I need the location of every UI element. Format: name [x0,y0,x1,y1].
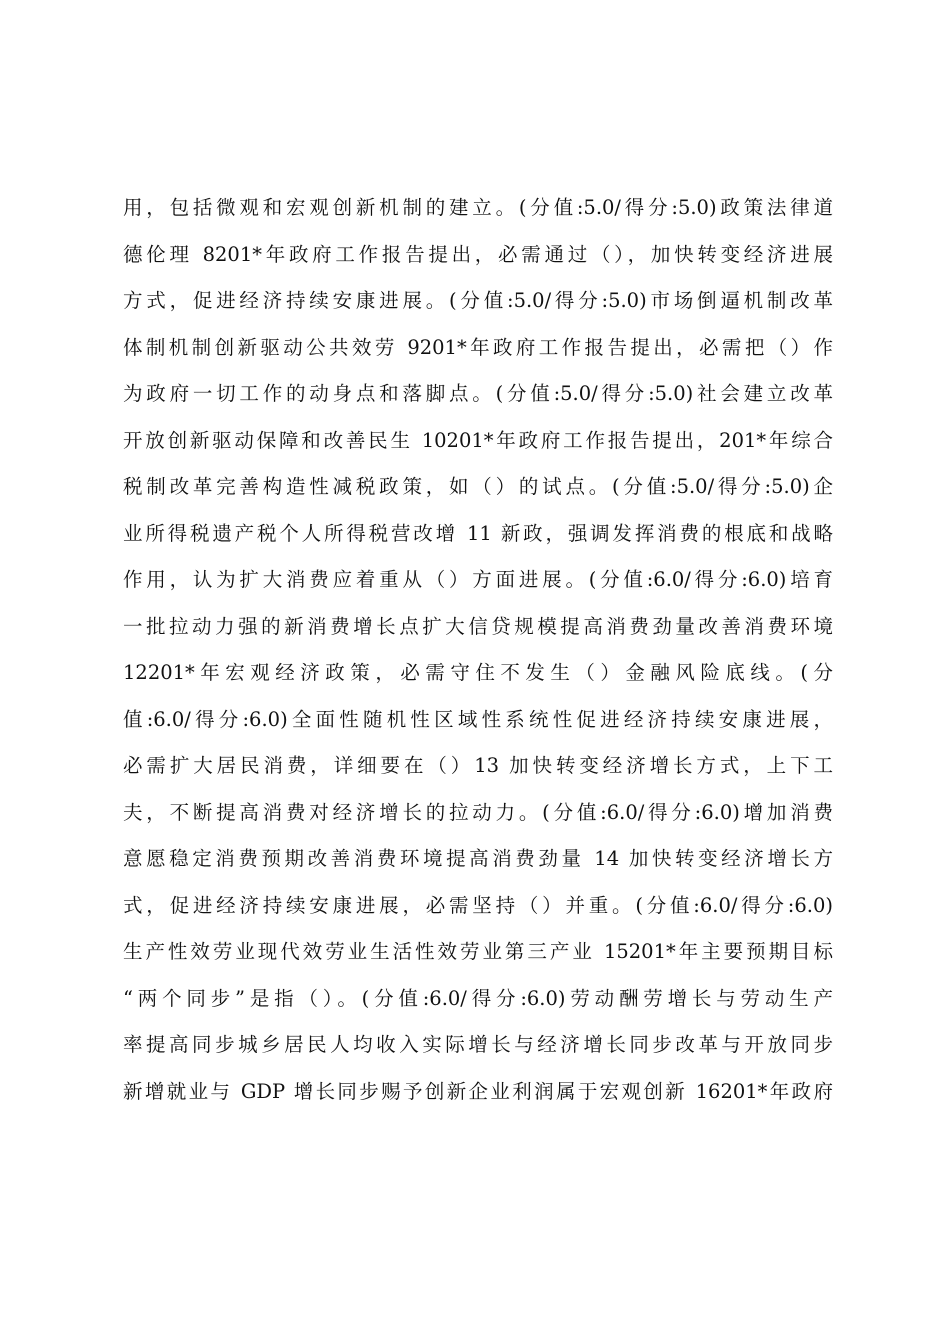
text-line: 用，包括微观和宏观创新机制的建立。(分值:5.0/得分:5.0)政策法律道 [123,196,833,219]
text-line: 开放创新驱动保障和改善民生 10201*年政府工作报告提出，201*年综合 [123,428,833,452]
text-line: 体制机制创新驱动公共效劳 9201*年政府工作报告提出，必需把（）作 [123,335,833,359]
text-line: 率提高同步城乡居民人均收入实际增长与经济增长同步改革与开放同步 [123,1033,833,1056]
text-line: 业所得税遗产税个人所得税营改增 11 新政，强调发挥消费的根底和战略 [123,521,833,545]
text-line: 作用，认为扩大消费应着重从（）方面进展。(分值:6.0/得分:6.0)培育 [123,568,833,591]
text-line: 税制改革完善构造性减税政策，如（）的试点。(分值:5.0/得分:5.0)企 [123,475,833,498]
text-line: 式，促进经济持续安康进展，必需坚持（）并重。(分值:6.0/得分:6.0) [123,893,833,917]
text-line: 方式，促进经济持续安康进展。(分值:5.0/得分:5.0)市场倒逼机制改革 [123,289,833,312]
text-line: 一批拉动力强的新消费增长点扩大信贷规模提高消费劲量改善消费环境 [123,614,833,638]
text-line: 值:6.0/得分:6.0)全面性随机性区域性系统性促进经济持续安康进展， [123,707,833,731]
text-line: 夫，不断提高消费对经济增长的拉动力。(分值:6.0/得分:6.0)增加消费 [123,800,833,824]
text-line: 新增就业与 GDP 增长同步赐予创新企业利润属于宏观创新 16201*年政府 [123,1079,833,1103]
text-line: 生产性效劳业现代效劳业生活性效劳业第三产业 15201*年主要预期目标 [123,940,833,963]
text-line: 必需扩大居民消费，详细要在（）13 加快转变经济增长方式，上下工 [123,754,833,777]
text-line: “两个同步”是指（）。(分值:6.0/得分:6.0)劳动酬劳增长与劳动生产 [123,986,833,1010]
body-text [123,185,833,1115]
text-line: 德伦理 8201*年政府工作报告提出，必需通过（），加快转变经济进展 [123,242,833,266]
text-line: 12201*年宏观经济政策，必需守住不发生（）金融风险底线。(分 [123,661,833,684]
text-line: 为政府一切工作的动身点和落脚点。(分值:5.0/得分:5.0)社会建立改革 [123,382,833,405]
text-line: 意愿稳定消费预期改善消费环境提高消费劲量 14 加快转变经济增长方 [123,847,833,870]
